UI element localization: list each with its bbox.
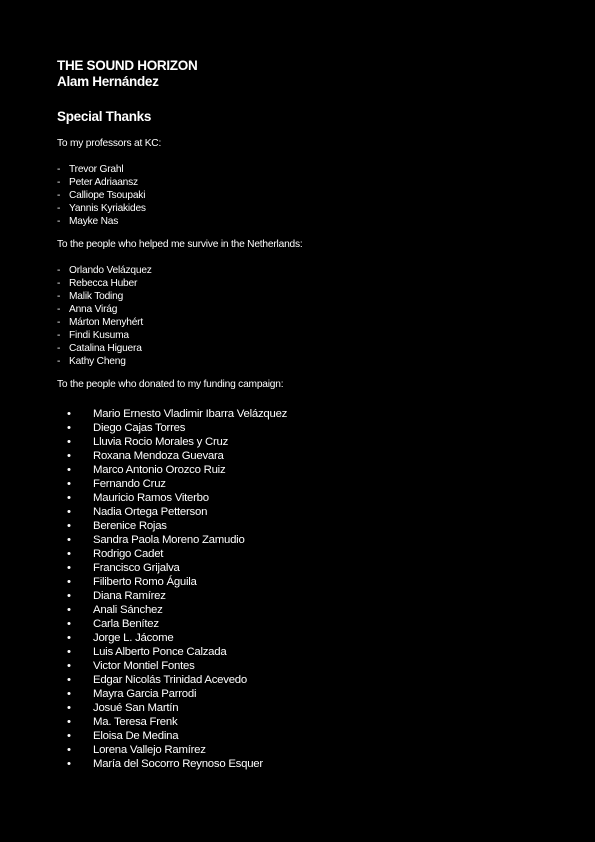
list-item-name: Josué San Martín [93, 702, 179, 714]
list-item-name: Diana Ramírez [93, 590, 166, 602]
dash-marker: - [57, 317, 61, 328]
list-item-name: Diego Cajas Torres [93, 422, 186, 434]
list-item [57, 701, 557, 715]
list-item-name: Yannis Kyriakides [69, 203, 146, 214]
donors-intro: To the people who donated to my funding campaign: [57, 379, 284, 390]
bullet-marker: • [67, 688, 71, 700]
dash-marker: - [57, 190, 61, 201]
section-heading: Special Thanks [57, 109, 152, 124]
list-item-name: Anali Sánchez [93, 604, 163, 616]
bullet-marker: • [67, 464, 71, 476]
professors-intro: To my professors at KC: [57, 138, 162, 149]
list-item-name: Malik Toding [69, 291, 124, 302]
list-item-name: Mayke Nas [69, 216, 119, 227]
list-item-name: Lorena Vallejo Ramírez [93, 744, 206, 756]
list-item [57, 163, 557, 176]
bullet-marker: • [67, 632, 71, 644]
list-item-name: Sandra Paola Moreno Zamudio [93, 534, 245, 546]
list-item-name: Mayra Garcia Parrodi [93, 688, 197, 700]
bullet-marker: • [67, 674, 71, 686]
list-item [57, 603, 557, 617]
list-item [57, 202, 557, 215]
dash-marker: - [57, 216, 61, 227]
list-item [57, 505, 557, 519]
dash-marker: - [57, 343, 61, 354]
list-item [57, 215, 557, 228]
bullet-marker: • [67, 758, 71, 770]
list-item-name: Orlando Velázquez [69, 265, 152, 276]
list-item [57, 449, 557, 463]
bullet-marker: • [67, 660, 71, 672]
list-item [57, 715, 557, 729]
list-item-name: Carla Benítez [93, 618, 159, 630]
list-item-name: Rodrigo Cadet [93, 548, 164, 560]
list-item [57, 329, 557, 342]
list-item-name: Berenice Rojas [93, 520, 167, 532]
list-item-name: Ma. Teresa Frenk [93, 716, 178, 728]
list-item-name: Jorge L. Jácome [93, 632, 174, 644]
bullet-marker: • [67, 618, 71, 630]
list-item [57, 519, 557, 533]
bullet-marker: • [67, 408, 71, 420]
document-page [57, 58, 557, 771]
list-item-name: Findi Kusuma [69, 330, 129, 341]
list-item [57, 617, 557, 631]
list-item [57, 589, 557, 603]
bullet-marker: • [67, 492, 71, 504]
list-item-name: Mauricio Ramos Viterbo [93, 492, 209, 504]
list-item [57, 342, 557, 355]
bullet-marker: • [67, 450, 71, 462]
list-item [57, 547, 557, 561]
list-item [57, 631, 557, 645]
list-item [57, 729, 557, 743]
list-item [57, 277, 557, 290]
bullet-marker: • [67, 478, 71, 490]
bullet-marker: • [67, 576, 71, 588]
list-item [57, 421, 557, 435]
donors-list [57, 407, 557, 771]
list-item-name: Roxana Mendoza Guevara [93, 450, 224, 462]
list-item-name: Lluvia Rocio Morales y Cruz [93, 436, 229, 448]
list-item [57, 659, 557, 673]
list-item-name: Francisco Grijalva [93, 562, 180, 574]
list-item-name: Victor Montiel Fontes [93, 660, 195, 672]
list-item-name: Rebecca Huber [69, 278, 138, 289]
bullet-marker: • [67, 562, 71, 574]
dash-marker: - [57, 291, 61, 302]
list-item-name: Kathy Cheng [69, 356, 126, 367]
list-item [57, 491, 557, 505]
list-item [57, 743, 557, 757]
list-item [57, 407, 557, 421]
dash-marker: - [57, 177, 61, 188]
list-item [57, 303, 557, 316]
list-item [57, 316, 557, 329]
list-item-name: Anna Virág [69, 304, 118, 315]
bullet-marker: • [67, 590, 71, 602]
bullet-marker: • [67, 646, 71, 658]
dash-marker: - [57, 356, 61, 367]
list-item [57, 463, 557, 477]
list-item-name: Catalina Higuera [69, 343, 142, 354]
list-item [57, 575, 557, 589]
list-item-name: Eloisa De Medina [93, 730, 179, 742]
dash-marker: - [57, 304, 61, 315]
list-item-name: Marco Antonio Orozco Ruiz [93, 464, 226, 476]
dash-marker: - [57, 330, 61, 341]
list-item [57, 533, 557, 547]
list-item-name: Peter Adriaansz [69, 177, 138, 188]
professors-list [57, 163, 557, 228]
list-item-name: Nadia Ortega Petterson [93, 506, 208, 518]
list-item [57, 645, 557, 659]
list-item [57, 355, 557, 368]
bullet-marker: • [67, 548, 71, 560]
list-item-name: Mario Ernesto Vladimir Ibarra Velázquez [93, 408, 288, 420]
list-item [57, 264, 557, 277]
netherlands-intro: To the people who helped me survive in the Netherlands: [57, 239, 303, 250]
list-item-name: Luis Alberto Ponce Calzada [93, 646, 227, 658]
list-item [57, 673, 557, 687]
list-item [57, 477, 557, 491]
list-item [57, 757, 557, 771]
netherlands-list [57, 264, 557, 368]
list-item [57, 687, 557, 701]
bullet-marker: • [67, 730, 71, 742]
bullet-marker: • [67, 744, 71, 756]
list-item-name: Calliope Tsoupaki [69, 190, 146, 201]
list-item-name: Márton Menyhért [69, 317, 144, 328]
list-item-name: Edgar Nicolás Trinidad Acevedo [93, 674, 247, 686]
dash-marker: - [57, 278, 61, 289]
document-author: Alam Hernández [57, 74, 159, 89]
list-item-name: María del Socorro Reynoso Esquer [93, 758, 263, 770]
bullet-marker: • [67, 534, 71, 546]
list-item [57, 290, 557, 303]
bullet-marker: • [67, 520, 71, 532]
list-item [57, 189, 557, 202]
dash-marker: - [57, 164, 61, 175]
bullet-marker: • [67, 716, 71, 728]
list-item [57, 435, 557, 449]
list-item-name: Filiberto Romo Águila [93, 576, 197, 588]
bullet-marker: • [67, 604, 71, 616]
dash-marker: - [57, 265, 61, 276]
document-title: THE SOUND HORIZON [57, 58, 198, 73]
bullet-marker: • [67, 422, 71, 434]
dash-marker: - [57, 203, 61, 214]
list-item-name: Fernando Cruz [93, 478, 166, 490]
bullet-marker: • [67, 436, 71, 448]
bullet-marker: • [67, 702, 71, 714]
bullet-marker: • [67, 506, 71, 518]
list-item-name: Trevor Grahl [69, 164, 124, 175]
list-item [57, 176, 557, 189]
list-item [57, 561, 557, 575]
